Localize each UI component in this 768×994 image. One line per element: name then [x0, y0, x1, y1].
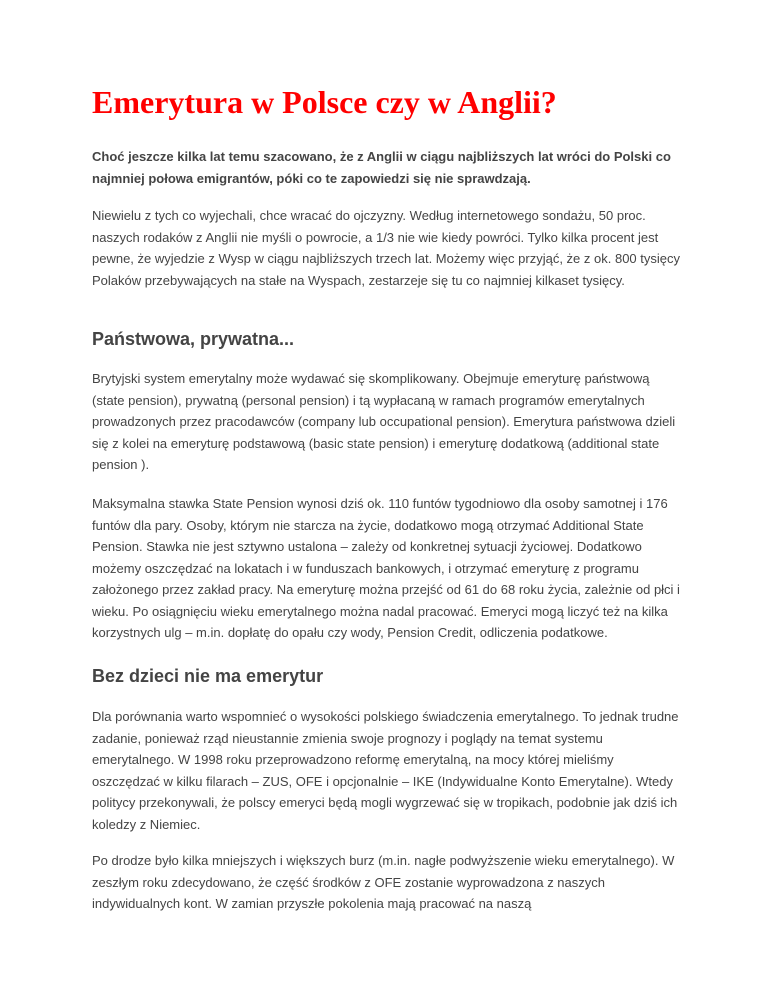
paragraph: Dla porównania warto wspomnieć o wysokości polskiego świadczenia emerytalnego. To jednak trudne zadanie, ponieważ rząd nieustannie zmienia swoje prognozy i poglądy na temat systemu emerytalnego. W 1998 roku przeprowadzono reformę emerytalną, na mocy której mieliśmy oszczędzać w kilku filarach – ZUS, OFE i opcjonalnie – IKE (Indywidualne Konto Emerytalne). Wtedy politycy przekonywali, że polscy emeryci będą mogli wygrzewać się w tropikach, podobnie jak dziś ich koledzy z Niemiec.	[92, 709, 679, 832]
section-heading: Bez dzieci nie ma emerytur	[92, 666, 324, 686]
paragraph: Maksymalna stawka State Pension wynosi dziś ok. 110 funtów tygodniowo dla osoby samotnej i 176 funtów dla pary. Osoby, którym nie starcza na życie, dodatkowo mogą otrzymać Additional State Pension. Stawka nie jest sztywno ustalona – zależy od konkretnej sytuacji życiowej. Dodatkowo możemy oszczędzać na lokatach i w funduszach bankowych, i otrzymać emeryturę z programu założonego przez zakład pracy. Na emeryturę można przejść od 61 do 68 roku życia, zależnie od płci i wieku. Po osiągnięciu wieku emerytalnego można nadal pracować. Emeryci mogą liczyć też na kilka korzystnych ulg – m.in. dopłatę do opału czy wody, Pension Credit, odliczenia podatkowe.	[92, 496, 680, 640]
section-heading: Państwowa, prywatna...	[92, 329, 295, 349]
article-title: Emerytura w Polsce czy w Anglii?	[92, 84, 557, 120]
article-lead: Choć jeszcze kilka lat temu szacowano, że z Anglii w ciągu najbliższych lat wróci do Polski co najmniej połowa emigrantów, póki co te zapowiedzi się nie sprawdzają.	[92, 149, 671, 186]
paragraph: Brytyjski system emerytalny może wydawać się skomplikowany. Obejmuje emeryturę państwową (state pension), prywatną (personal pension) i tą wypłacaną w ramach programów emerytalnych prowadzonych przez pracodawców (company lub occupational pension). Emerytura państwowa dzieli się z kolei na emeryturę podstawową (basic state pension) i emeryturę dodatkową (additional state pension ).	[92, 371, 676, 472]
paragraph: Po drodze było kilka mniejszych i większych burz (m.in. nagłe podwyższenie wieku emerytalnego). W zeszłym roku zdecydowano, że część środków z OFE zostanie wyprowadzona z naszych indywidualnych kont. W zamian przyszłe pokolenia mają pracować na naszą	[92, 853, 675, 911]
paragraph: Niewielu z tych co wyjechali, chce wracać do ojczyzny. Według internetowego sondażu, 50 proc. naszych rodaków z Anglii nie myśli o powrocie, a 1/3 nie wie kiedy powróci. Tylko kilka procent jest pewne, że wyjedzie z Wysp w ciągu najbliższych trzech lat. Możemy więc przyjąć, że z ok. 800 tysięcy Polaków przebywających na stałe na Wyspach, zestarzeje się tu co najmniej kilkaset tysięcy.	[92, 208, 680, 288]
